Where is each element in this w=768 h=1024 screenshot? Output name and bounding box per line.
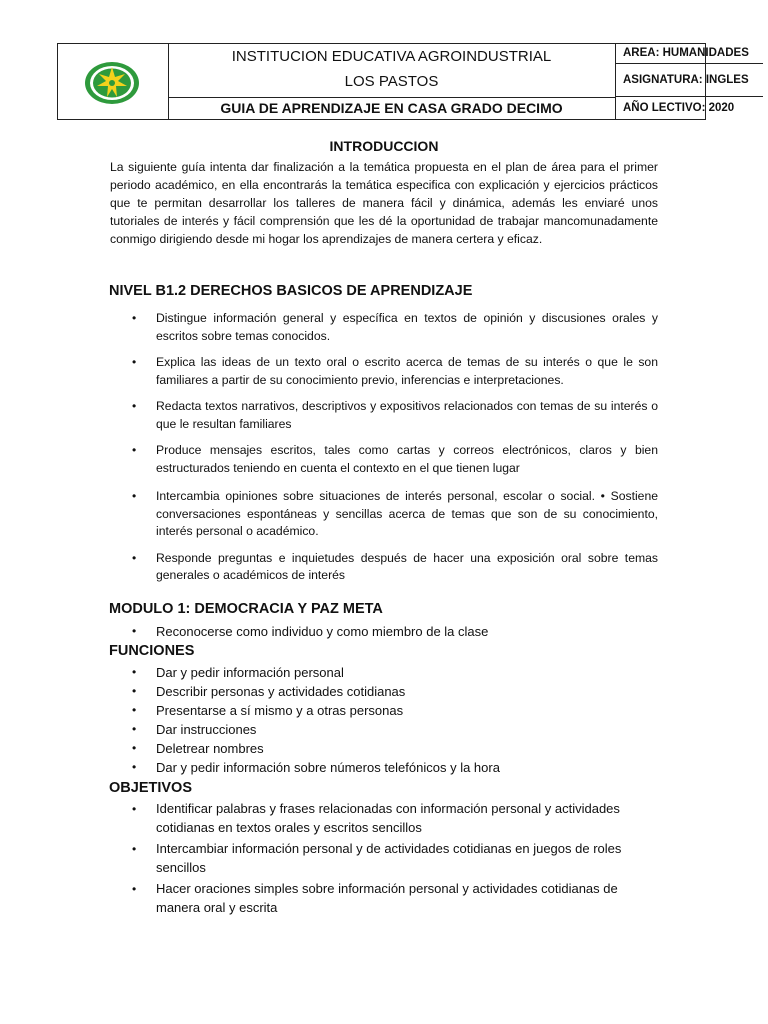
bullet-icon: • (132, 722, 137, 736)
objetivos-heading: OBJETIVOS (109, 780, 192, 796)
bullet-icon: • (132, 665, 137, 679)
objetivos-list (110, 800, 658, 917)
list-item: • Distingue información general y específica en textos de opinión y discusiones orales y escritos sobre temas conocidos. (132, 311, 658, 343)
intro-paragraph: La siguiente guía intenta dar finalización a la temática propuesta en el plan de área para el primer periodo académico, en ella encontrarás la temática especifica con explicación y ejercicios prácticos que te permitan desarrollar los talleres de manera fácil y dinámica, además les enviaré unos tutoriales de interés y fácil comprensión que les dé la oportunidad de trabajar mancomunadamente conmigo dirigiendo desde mi hogar los aprendizajes de manera certera y eficaz. (110, 160, 658, 246)
subject-label: ASIGNATURA: INGLES (615, 64, 763, 97)
institution-line-2: LOS PASTOS (344, 73, 439, 90)
list-item: • Identificar palabras y frases relacionadas con información personal y actividades cotidianas en textos orales y escritos sencillos (132, 801, 620, 835)
header-table (57, 43, 749, 120)
area-label: AREA: HUMANIDADES (615, 44, 763, 64)
list-item: • Describir personas y actividades cotidianas (132, 684, 406, 699)
dba-heading: NIVEL B1.2 DERECHOS BASICOS DE APRENDIZAJE (109, 283, 473, 299)
dba-list (110, 310, 658, 585)
list-item: • Produce mensajes escritos, tales como cartas y correos electrónicos, claros y bien estructurados teniendo en cuenta el contexto en el que tienen lugar (132, 443, 658, 475)
bullet-icon: • (132, 703, 137, 717)
institution-line-1: INSTITUCION EDUCATIVA AGROINDUSTRIAL (231, 48, 552, 65)
bullet-icon: • (132, 443, 137, 457)
bullet-icon: • (132, 802, 137, 816)
list-item: • Hacer oraciones simples sobre información personal y actividades cotidianas de manera oral y escrita (132, 881, 618, 915)
list-item: • Deletrear nombres (132, 741, 264, 756)
bullet-icon: • (132, 550, 137, 565)
institution-name (168, 44, 615, 98)
bullet-icon: • (132, 684, 137, 698)
list-item: • Responde preguntas e inquietudes después de hacer una exposición oral sobre temas generales o académicos de interés (132, 550, 658, 582)
list-item: • Dar y pedir información personal (132, 665, 344, 680)
bullet-icon: • (132, 399, 137, 413)
list-item: • Dar y pedir información sobre números telefónicos y la hora (132, 760, 500, 775)
funciones-heading: FUNCIONES (109, 643, 195, 659)
list-item: • Dar instrucciones (132, 722, 257, 737)
list-item: • Intercambia opiniones sobre situaciones de interés personal, escolar o social. • Sostiene conversaciones espontáneas y sencillas acerca de temas que son de su conocimiento, interés personal o académico. (132, 489, 658, 538)
bullet-icon: • (132, 489, 137, 503)
bullet-icon: • (132, 355, 137, 369)
funciones-list (110, 663, 658, 777)
list-item: • Reconocerse como individuo y como miembro de la clase (132, 624, 489, 639)
bullet-icon: • (132, 311, 137, 325)
title-cell (168, 44, 616, 119)
module-list (110, 622, 658, 641)
module-heading: MODULO 1: DEMOCRACIA Y PAZ META (109, 601, 383, 617)
list-item: • Explica las ideas de un texto oral o escrito acerca de temas de su interés o que le son familiares a partir de su conocimiento previo, inferencias e interpretaciones. (132, 355, 658, 387)
intro-title: INTRODUCCION (329, 138, 439, 154)
bullet-icon: • (132, 842, 137, 856)
year-label: AÑO LECTIVO: 2020 (623, 102, 735, 114)
logo-cell (58, 44, 169, 119)
list-item: • Redacta textos narrativos, descriptivos y expositivos relacionados con temas de su interés o que le resultan familiares (132, 399, 658, 431)
school-emblem-icon (83, 60, 141, 106)
info-cell (615, 44, 749, 119)
bullet-icon: • (132, 741, 137, 755)
bullet-icon: • (132, 882, 137, 896)
bullet-icon: • (132, 760, 137, 774)
guide-title: GUIA DE APRENDIZAJE EN CASA GRADO DECIMO (220, 100, 563, 116)
list-item: • Intercambiar información personal y de actividades cotidianas en juegos de roles sencillos (132, 841, 622, 875)
list-item: • Presentarse a sí mismo y a otras personas (132, 703, 404, 718)
bullet-icon: • (132, 624, 137, 638)
